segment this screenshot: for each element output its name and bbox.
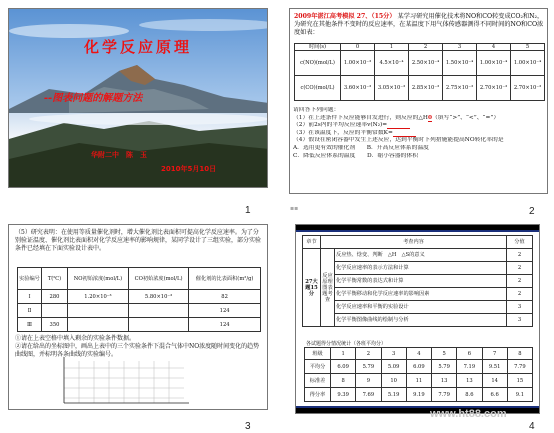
table-cell: 9: [356, 374, 381, 388]
table-cell: 3.05×10⁻³: [375, 76, 409, 101]
table-row: [303, 249, 533, 262]
table-cell: 标准差: [305, 374, 331, 388]
table-row: [303, 288, 533, 301]
table-cell: 2.70×10⁻³: [477, 76, 511, 101]
table-cell: 化学反应速率的表示方法和计算: [335, 262, 507, 275]
table-cell: 82: [189, 290, 261, 304]
table-cell: 3.60×10⁻³: [341, 76, 375, 101]
table-cell: 得分率: [305, 388, 331, 402]
slide-3-thumbnail[interactable]: [8, 224, 268, 410]
table-row: [305, 388, 533, 402]
page-number-3: 3: [245, 421, 251, 432]
experiment-design-table: [17, 267, 261, 332]
table-cell: [68, 318, 129, 332]
table-cell: [128, 304, 188, 318]
table-cell: 1.20×10⁻³: [68, 290, 129, 304]
table-row: [303, 262, 533, 275]
problem-text: 某学习研究用催化技术将NO和CO转变成CO₂和N₂，为研究在其他条件不变时的反应速率，在某温度下用气体传感器测得不同时间的NO和CO浓度如表：: [294, 13, 544, 36]
table-header-cell: 时间(s): [295, 44, 341, 51]
option-a-b: A．选用更有效的催化剂 B．升高反应体系的温度: [293, 144, 429, 151]
table-header-cell: 8: [507, 348, 532, 360]
table-cell: 反应热、焓变、判断 △H △S的意义: [335, 249, 507, 262]
class-scores-table: [304, 347, 533, 402]
table-cell: 14: [482, 374, 507, 388]
table-cell: 9.19: [406, 388, 431, 402]
page-number-2: 2: [529, 206, 535, 217]
assessment-content-table: [302, 235, 533, 327]
table-cell: 9.39: [331, 388, 356, 402]
table-cell: 280: [42, 290, 68, 304]
watermark: www.ht88.com: [430, 408, 507, 420]
table-row: [295, 44, 545, 51]
table-header-cell: 7: [482, 348, 507, 360]
table-row: [303, 314, 533, 327]
table-cell: 4.5×10⁻⁴: [375, 51, 409, 76]
table-cell: 10: [381, 374, 406, 388]
table-header-cell: CO初始浓度(mol/L): [128, 268, 188, 290]
table-cell: c(NO)(mol/L): [295, 51, 341, 76]
table-header-cell: 2: [409, 44, 443, 51]
table-cell: 2: [507, 262, 533, 275]
table-cell: 5.19: [381, 388, 406, 402]
table-cell: 5.80×10⁻³: [128, 290, 188, 304]
table-header-cell: 2: [356, 348, 381, 360]
table-cell: 8: [331, 374, 356, 388]
table-cell: 7.69: [356, 388, 381, 402]
table-cell: 6.09: [406, 360, 431, 374]
answer-blank: 0: [427, 114, 432, 121]
table-row: [303, 275, 533, 288]
table-cell: 1.00×10⁻³: [341, 51, 375, 76]
table-cell: 平均分: [305, 360, 331, 374]
table-row: [18, 268, 261, 290]
table-cell: Ⅰ: [18, 290, 42, 304]
question-1: （1）在上述条件下反应能够自发进行，则反应的△H0（填写“>”、“<”、“=”）: [293, 114, 500, 121]
answer-blank: [387, 122, 410, 129]
table-header-cell: 0: [341, 44, 375, 51]
slide-1-thumbnail[interactable]: [8, 8, 268, 188]
table-cell: 1.50×10⁻⁴: [443, 51, 477, 76]
table-cell: c(CO)(mol/L): [295, 76, 341, 101]
question-3: （3）在该温度下，反应的平衡常数K=: [293, 130, 544, 138]
table-header-cell: 考查内容: [321, 236, 507, 249]
table-header-cell: NO初始浓度(mol/L): [68, 268, 129, 290]
category-cell: 反应原理图表题考查: [321, 249, 335, 327]
table-cell: 5.79: [356, 360, 381, 374]
table-cell: 9.51: [482, 360, 507, 374]
table-row: [18, 304, 261, 318]
task-2: ②请在给出的坐标图中，画出上表中的三个实验条件下混合气体中NO浓度随时间变化的趋势曲线图，并标明各条曲线的实验编号。: [15, 343, 260, 358]
table-header-cell: 3: [443, 44, 477, 51]
top-blue-bar: [296, 230, 539, 232]
author-line: 华附二中 陈 玉: [91, 151, 147, 159]
table-cell: 124: [189, 318, 261, 332]
question-2: （2）前2s内的平均反应速率v(N₂)=: [293, 122, 544, 130]
table-cell: 1.00×10⁻⁴: [511, 51, 545, 76]
table-header-cell: 5: [511, 44, 545, 51]
table-cell: 7.19: [457, 360, 482, 374]
table-cell: 2.75×10⁻³: [443, 76, 477, 101]
table-cell: 化学平衡移动和化学反应速率的影响因素: [335, 288, 507, 301]
table-header-cell: 分值: [507, 236, 533, 249]
table-cell: 13: [432, 374, 457, 388]
question-list: [293, 107, 544, 160]
questions-intro: 请回答下列问题：: [293, 107, 340, 113]
table-header-cell: T(℃): [42, 268, 68, 290]
page-number-1: 1: [245, 205, 251, 216]
table-cell: 124: [189, 304, 261, 318]
table-row: [295, 76, 545, 101]
task-1: ①请在上表空格中填入剩余的实验条件数据。: [15, 335, 136, 342]
table-cell: Ⅲ: [18, 318, 42, 332]
table-cell: [128, 318, 188, 332]
watermark-small: ▪▪: [290, 205, 299, 212]
presentation-subtitle: --图表问题的解题方法: [44, 93, 143, 104]
table-row: [305, 348, 533, 360]
table-cell: 化学反应速率和平衡的实验设计: [335, 301, 507, 314]
blank-coordinate-grid: [59, 353, 199, 410]
presentation-title: 化学反应原理: [83, 38, 192, 56]
table-row: [305, 374, 533, 388]
table-header-cell: 1: [375, 44, 409, 51]
table-header-cell: 5: [432, 348, 457, 360]
table-cell: 13: [457, 374, 482, 388]
table-cell: 6.6: [482, 388, 507, 402]
table-cell: 3: [507, 301, 533, 314]
table-header-cell: 实验编号: [18, 268, 42, 290]
table-cell: 化学平衡图像曲线的绘制与分析: [335, 314, 507, 327]
experiment-description: （5）研究表明：在使用等质量催化剂时，增大催化剂比表面积可提高化学反应速率。为了分别验证温度、催化剂比表面积对化学反应速率的影响规律，某同学设计了三组实验，部分实验条件已经填在下面实验设计表中。: [15, 229, 262, 252]
table-header-cell: 班级: [305, 348, 331, 360]
table-cell: 化学平衡常数的表达式和计算: [335, 275, 507, 288]
table-cell: 11: [406, 374, 431, 388]
presentation-date: 2010年5月10日: [161, 165, 217, 173]
problem-source: 2009年湛江高考模拟 27、（15分）: [294, 13, 396, 20]
table-cell: 8.6: [457, 388, 482, 402]
slide-4-thumbnail[interactable]: [295, 224, 540, 414]
table-header-cell: 3: [381, 348, 406, 360]
table-row: [303, 236, 533, 249]
table-header-cell: 4: [477, 44, 511, 51]
answer-blank: [393, 130, 416, 137]
table-cell: 15: [507, 374, 532, 388]
values-caption: 各试题得分情况统计（各班平均分）: [306, 341, 387, 347]
table-row: [305, 360, 533, 374]
table-cell: 1.00×10⁻⁴: [477, 51, 511, 76]
table-cell: [42, 304, 68, 318]
table-header-cell: 1: [331, 348, 356, 360]
table-header-cell: 催化剂的比表面积(m²/g): [189, 268, 261, 290]
table-row: [18, 290, 261, 304]
table-cell: 5.09: [381, 360, 406, 374]
table-cell: 7.79: [507, 360, 532, 374]
problem-statement: [294, 13, 544, 37]
page-number-4: 4: [529, 421, 535, 432]
table-cell: [68, 304, 129, 318]
option-c-d: C．降低反应体系的温度 D．缩小容器的体积: [293, 152, 419, 159]
chapter-cell: 27大题15分: [303, 249, 321, 327]
table-header-cell: 4: [406, 348, 431, 360]
table-cell: 2: [507, 275, 533, 288]
slide-2-thumbnail[interactable]: [289, 8, 548, 194]
table-cell: 6.09: [331, 360, 356, 374]
table-cell: 2.70×10⁻³: [511, 76, 545, 101]
table-cell: 2: [507, 249, 533, 262]
table-cell: 7.79: [432, 388, 457, 402]
table-cell: 9.1: [507, 388, 532, 402]
concentration-table: [294, 43, 545, 101]
table-row: [18, 318, 261, 332]
table-cell: 2.50×10⁻⁴: [409, 51, 443, 76]
table-cell: 5.79: [432, 360, 457, 374]
table-cell: 350: [42, 318, 68, 332]
table-row: [295, 51, 545, 76]
table-cell: 2: [507, 288, 533, 301]
table-cell: Ⅱ: [18, 304, 42, 318]
table-cell: 3: [507, 314, 533, 327]
question-4: （4）假设在密闭容器中发生上述反应，达到平衡时下列措施能提高NO转化率的是: [293, 137, 504, 144]
table-row: [303, 301, 533, 314]
table-header-cell: 6: [457, 348, 482, 360]
table-cell: 2.85×10⁻³: [409, 76, 443, 101]
table-header-cell: 章节: [303, 236, 321, 249]
